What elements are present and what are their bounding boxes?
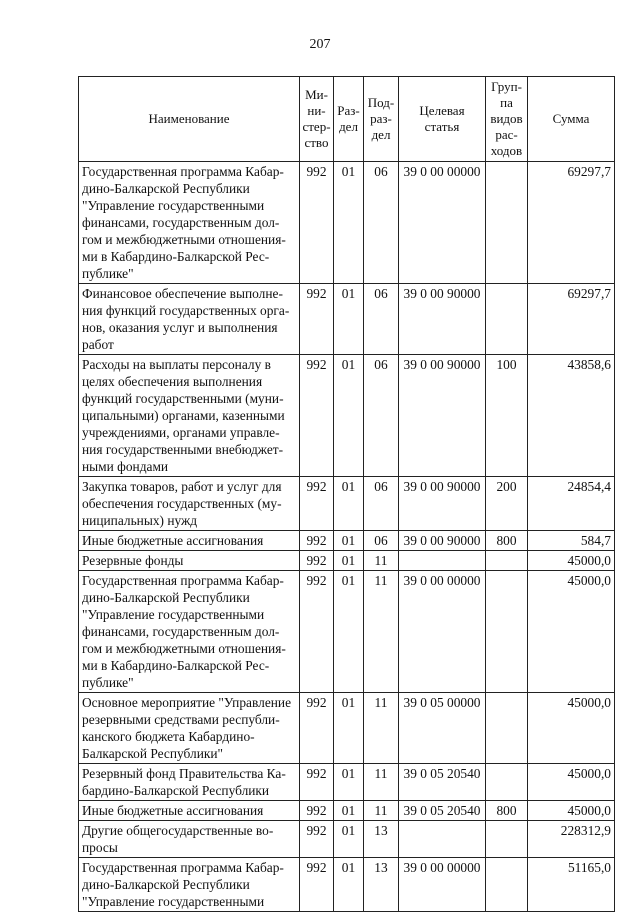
row-name-line: Резервный фонд Правительства Ка- — [82, 766, 286, 781]
row-name-line: дино-Балкарской Республики — [82, 181, 250, 196]
row-target-article: 39 0 00 90000 — [399, 477, 486, 531]
row-target-article: 39 0 00 00000 — [399, 858, 486, 912]
table-row — [79, 162, 615, 284]
row-name — [79, 764, 300, 801]
row-ministry: 992 — [300, 531, 334, 551]
row-name — [79, 551, 300, 571]
budget-table — [78, 76, 615, 912]
row-name-line: дино-Балкарской Республики — [82, 877, 250, 892]
row-ministry: 992 — [300, 801, 334, 821]
row-subsection: 06 — [364, 162, 399, 284]
row-sum: 45000,0 — [528, 551, 615, 571]
row-target-article: 39 0 00 90000 — [399, 355, 486, 477]
row-name — [79, 355, 300, 477]
header-target-article — [399, 77, 486, 162]
row-sum: 45000,0 — [528, 801, 615, 821]
row-ministry: 992 — [300, 284, 334, 355]
header-expense-group — [486, 77, 528, 162]
header-line: Ми- — [305, 87, 328, 102]
row-expense-group: 800 — [486, 531, 528, 551]
row-name-line: "Управление государственными — [82, 198, 265, 213]
row-subsection: 06 — [364, 355, 399, 477]
row-name — [79, 821, 300, 858]
row-name-line: Государственная программа Кабар- — [82, 164, 284, 179]
row-name-line: функций государственными (муни- — [82, 391, 284, 406]
header-line: ство — [304, 135, 329, 150]
row-expense-group — [486, 162, 528, 284]
row-ministry: 992 — [300, 162, 334, 284]
row-section: 01 — [334, 284, 364, 355]
row-name-line: гом и межбюджетными отношения- — [82, 641, 286, 656]
header-line: стер- — [302, 119, 331, 134]
table-row — [79, 693, 615, 764]
row-name-line: Иные бюджетные ассигнования — [82, 803, 264, 818]
row-name-line: обеспечения государственных (му- — [82, 496, 282, 511]
row-target-article: 39 0 00 90000 — [399, 531, 486, 551]
row-subsection: 11 — [364, 551, 399, 571]
table-row — [79, 821, 615, 858]
table-row — [79, 551, 615, 571]
header-section — [334, 77, 364, 162]
row-expense-group — [486, 284, 528, 355]
row-name — [79, 531, 300, 551]
row-sum: 584,7 — [528, 531, 615, 551]
row-ministry: 992 — [300, 858, 334, 912]
row-target-article: 39 0 05 20540 — [399, 801, 486, 821]
row-subsection: 11 — [364, 764, 399, 801]
header-line: Груп- — [491, 79, 522, 94]
header-line: ни- — [307, 103, 326, 118]
table-row — [79, 355, 615, 477]
row-expense-group: 200 — [486, 477, 528, 531]
row-sum: 43858,6 — [528, 355, 615, 477]
row-section: 01 — [334, 764, 364, 801]
row-expense-group — [486, 764, 528, 801]
row-name-line: ципальными) органами, казенными — [82, 408, 285, 423]
row-name — [79, 571, 300, 693]
row-ministry: 992 — [300, 571, 334, 693]
row-section: 01 — [334, 821, 364, 858]
row-subsection: 06 — [364, 531, 399, 551]
row-name-line: Другие общегосударственные во- — [82, 823, 274, 838]
row-name-line: гом и межбюджетными отношения- — [82, 232, 286, 247]
header-line: Целевая — [419, 103, 465, 118]
row-target-article: 39 0 05 20540 — [399, 764, 486, 801]
header-line: Сумма — [552, 111, 590, 126]
row-name — [79, 858, 300, 912]
row-name-line: просы — [82, 840, 118, 855]
header-line: Под- — [367, 95, 395, 110]
table-row — [79, 801, 615, 821]
row-name-line: ния функций государственных орга- — [82, 303, 290, 318]
row-expense-group: 800 — [486, 801, 528, 821]
row-section: 01 — [334, 531, 364, 551]
row-name-line: Закупка товаров, работ и услуг для — [82, 479, 282, 494]
row-name-line: дино-Балкарской Республики — [82, 590, 250, 605]
header-line: ходов — [490, 143, 523, 158]
table-row — [79, 531, 615, 551]
row-subsection: 13 — [364, 821, 399, 858]
row-name-line: Государственная программа Кабар- — [82, 860, 284, 875]
row-name-line: публике" — [82, 675, 134, 690]
row-target-article — [399, 551, 486, 571]
header-subsection — [364, 77, 399, 162]
row-name-line: Государственная программа Кабар- — [82, 573, 284, 588]
header-line: статья — [424, 119, 460, 134]
header-line: Наименование — [148, 111, 230, 126]
table-row — [79, 764, 615, 801]
row-name-line: Финансовое обеспечение выполне- — [82, 286, 283, 301]
row-ministry: 992 — [300, 355, 334, 477]
row-sum: 45000,0 — [528, 764, 615, 801]
header-line: дел — [339, 119, 358, 134]
row-target-article: 39 0 00 90000 — [399, 284, 486, 355]
row-name-line: финансами, государственным дол- — [82, 215, 280, 230]
row-name-line: Расходы на выплаты персоналу в — [82, 357, 271, 372]
row-name — [79, 801, 300, 821]
row-name-line: работ — [82, 337, 114, 352]
row-name — [79, 162, 300, 284]
row-target-article — [399, 821, 486, 858]
row-name-line: резервными средствами республи- — [82, 712, 280, 727]
row-sum: 69297,7 — [528, 284, 615, 355]
row-name — [79, 693, 300, 764]
row-name — [79, 477, 300, 531]
table-row — [79, 858, 615, 912]
row-name-line: Иные бюджетные ассигнования — [82, 533, 264, 548]
header-row — [79, 77, 615, 162]
row-expense-group — [486, 858, 528, 912]
row-name — [79, 284, 300, 355]
row-name-line: ными фондами — [82, 459, 169, 474]
row-section: 01 — [334, 693, 364, 764]
row-section: 01 — [334, 162, 364, 284]
table-row — [79, 571, 615, 693]
row-name-line: учреждениями, органами управле- — [82, 425, 280, 440]
row-ministry: 992 — [300, 693, 334, 764]
row-expense-group — [486, 571, 528, 693]
row-subsection: 13 — [364, 858, 399, 912]
row-expense-group — [486, 821, 528, 858]
header-line: па — [500, 95, 513, 110]
row-name-line: Основное мероприятие "Управление — [82, 695, 292, 710]
row-section: 01 — [334, 801, 364, 821]
header-ministry — [300, 77, 334, 162]
row-section: 01 — [334, 858, 364, 912]
row-name-line: Балкарской Республики" — [82, 746, 223, 761]
row-name-line: финансами, государственным дол- — [82, 624, 280, 639]
row-sum: 228312,9 — [528, 821, 615, 858]
row-subsection: 06 — [364, 477, 399, 531]
row-target-article: 39 0 05 00000 — [399, 693, 486, 764]
row-expense-group — [486, 693, 528, 764]
row-expense-group: 100 — [486, 355, 528, 477]
row-section: 01 — [334, 355, 364, 477]
row-name-line: бардино-Балкарской Республики — [82, 783, 270, 798]
row-subsection: 11 — [364, 801, 399, 821]
row-subsection: 11 — [364, 693, 399, 764]
row-name-line: ми в Кабардино-Балкарской Рес- — [82, 658, 270, 673]
row-name-line: Резервные фонды — [82, 553, 184, 568]
row-section: 01 — [334, 551, 364, 571]
header-line: Раз- — [337, 103, 360, 118]
row-section: 01 — [334, 477, 364, 531]
header-line: рас- — [495, 127, 518, 142]
row-ministry: 992 — [300, 821, 334, 858]
row-target-article: 39 0 00 00000 — [399, 162, 486, 284]
row-name-line: целях обеспечения выполнения — [82, 374, 263, 389]
row-name-line: ниципальных) нужд — [82, 513, 198, 528]
row-subsection: 06 — [364, 284, 399, 355]
header-sum — [528, 77, 615, 162]
row-ministry: 992 — [300, 551, 334, 571]
table-row — [79, 284, 615, 355]
row-ministry: 992 — [300, 764, 334, 801]
table-row — [79, 477, 615, 531]
row-sum: 51165,0 — [528, 858, 615, 912]
row-sum: 24854,4 — [528, 477, 615, 531]
row-name-line: "Управление государственными — [82, 894, 265, 909]
row-ministry: 992 — [300, 477, 334, 531]
header-name — [79, 77, 300, 162]
header-line: видов — [490, 111, 523, 126]
table-body — [79, 162, 615, 912]
row-subsection: 11 — [364, 571, 399, 693]
row-expense-group — [486, 551, 528, 571]
row-name-line: ния государственными внебюджет- — [82, 442, 284, 457]
header-line: дел — [371, 127, 391, 142]
row-sum: 45000,0 — [528, 571, 615, 693]
row-section: 01 — [334, 571, 364, 693]
row-sum: 69297,7 — [528, 162, 615, 284]
row-name-line: ми в Кабардино-Балкарской Рес- — [82, 249, 270, 264]
page-number: 207 — [309, 37, 331, 52]
row-name-line: нов, оказания услуг и выполнения — [82, 320, 278, 335]
row-name-line: канского бюджета Кабардино- — [82, 729, 255, 744]
row-name-line: "Управление государственными — [82, 607, 265, 622]
row-name-line: публике" — [82, 266, 134, 281]
row-target-article: 39 0 00 00000 — [399, 571, 486, 693]
header-line: раз- — [370, 111, 392, 126]
row-sum: 45000,0 — [528, 693, 615, 764]
